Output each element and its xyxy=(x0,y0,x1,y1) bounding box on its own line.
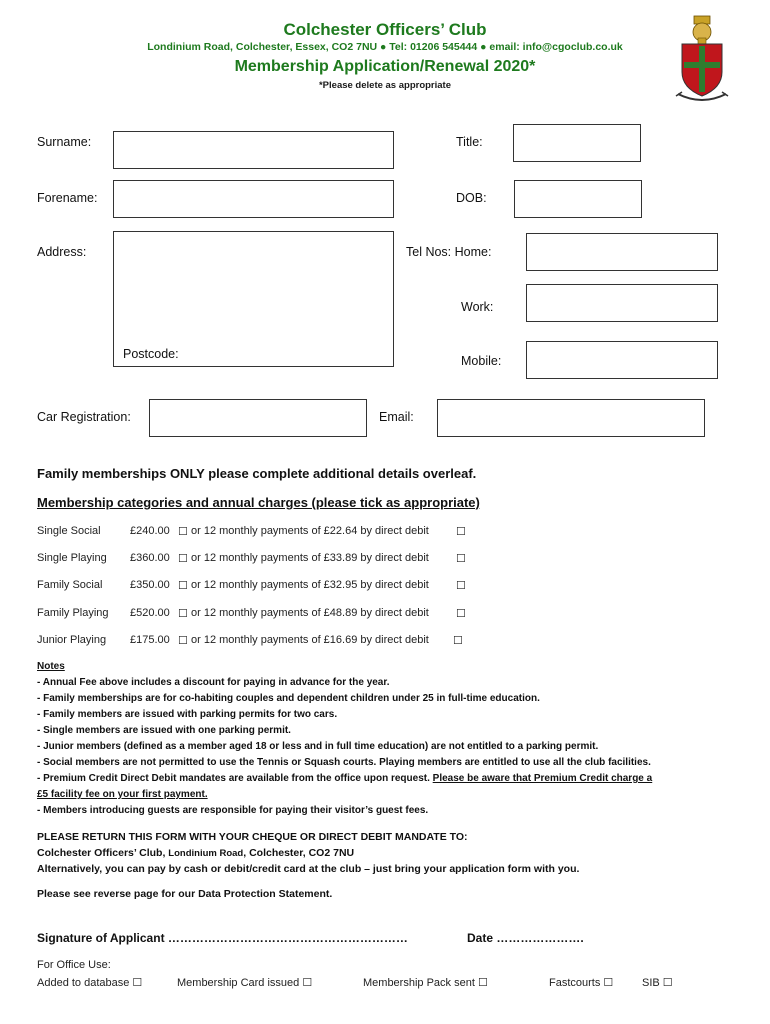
title-label: Title: xyxy=(456,135,483,149)
categories-heading: Membership categories and annual charges (please tick as appropriate) xyxy=(37,495,480,510)
office-item xyxy=(549,976,613,989)
return-heading: PLEASE RETURN THIS FORM WITH YOUR CHEQUE OR DIRECT DEBIT MANDATE TO: xyxy=(37,831,468,843)
car-reg-label: Car Registration: xyxy=(37,410,131,424)
address-label: Address: xyxy=(37,245,87,259)
annual-checkbox[interactable]: ☐ xyxy=(178,526,188,538)
category-monthly-text: or 12 monthly payments of £33.89 by direct debit xyxy=(191,552,429,564)
annual-checkbox[interactable]: ☐ xyxy=(178,553,188,565)
note-line: - Annual Fee above includes a discount for paying in advance for the year. xyxy=(37,677,390,688)
category-price: £240.00 xyxy=(130,525,170,537)
club-title: Colchester Officers’ Club xyxy=(283,20,487,39)
category-monthly-text: or 12 monthly payments of £16.69 by direct debit xyxy=(191,634,429,646)
dob-field[interactable] xyxy=(514,180,642,218)
category-monthly-text: or 12 monthly payments of £22.64 by direct debit xyxy=(191,525,429,537)
family-notice: Family memberships ONLY please complete additional details overleaf. xyxy=(37,466,477,481)
category-name: Junior Playing xyxy=(37,634,107,646)
office-item-label: Membership Card issued xyxy=(177,977,300,989)
monthly-checkbox[interactable]: ☐ xyxy=(456,608,466,620)
email-field[interactable] xyxy=(437,399,705,437)
category-name: Family Social xyxy=(37,579,103,591)
office-item xyxy=(363,976,488,989)
surname-label: Surname: xyxy=(37,135,92,149)
return-club: Colchester Officers’ Club, xyxy=(37,847,166,859)
annual-checkbox[interactable]: ☐ xyxy=(178,608,188,620)
note-line: - Junior members (defined as a member aged 18 or less and in full time education) are not entitled to a parking permit. xyxy=(37,741,599,752)
office-checkbox[interactable]: ☐ xyxy=(132,977,143,989)
annual-checkbox[interactable]: ☐ xyxy=(178,580,188,592)
return-town: , Colchester, CO2 7NU xyxy=(243,847,355,859)
category-name: Family Playing xyxy=(37,607,109,619)
forename-field[interactable] xyxy=(113,180,394,218)
office-item xyxy=(177,976,312,989)
category-monthly-text: or 12 monthly payments of £48.89 by direct debit xyxy=(191,607,429,619)
monthly-checkbox[interactable]: ☐ xyxy=(453,635,463,647)
work-label: Work: xyxy=(461,300,494,314)
category-monthly-text: or 12 monthly payments of £32.95 by direct debit xyxy=(191,579,429,591)
alternative-payment: Alternatively, you can pay by cash or debit/credit card at the club – just bring your application form with you. xyxy=(37,863,580,875)
office-checkbox[interactable]: ☐ xyxy=(477,977,488,989)
office-item xyxy=(37,976,142,989)
office-item xyxy=(642,976,673,989)
premium-warning: Please be aware that Premium Credit charge a xyxy=(432,773,653,784)
category-price: £520.00 xyxy=(130,607,170,619)
data-protection-note: Please see reverse page for our Data Protection Statement. xyxy=(37,888,333,900)
office-checkbox[interactable]: ☐ xyxy=(662,977,673,989)
monthly-checkbox[interactable]: ☐ xyxy=(456,580,466,592)
mobile-label: Mobile: xyxy=(461,354,502,368)
return-address xyxy=(37,847,354,859)
premium-credit-note xyxy=(37,773,652,784)
guests-note: - Members introducing guests are responsible for paying their visitor’s guest fees. xyxy=(37,805,429,816)
office-item-label: SIB xyxy=(642,977,660,989)
premium-prefix: - Premium Credit Direct Debit mandates are available from the office upon request. xyxy=(37,773,430,784)
office-item-label: Membership Pack sent xyxy=(363,977,475,989)
return-road: Londinium Road xyxy=(168,848,244,859)
note-line: - Family members are issued with parking permits for two cars. xyxy=(37,709,338,720)
club-address: Londinium Road, Colchester, Essex, CO2 7NU ● Tel: 01206 545444 ● email: info@cgoclub.co.uk xyxy=(147,41,623,53)
email-label: Email: xyxy=(379,410,414,424)
annual-checkbox[interactable]: ☐ xyxy=(178,635,188,647)
forename-label: Forename: xyxy=(37,191,98,205)
office-checkbox[interactable]: ☐ xyxy=(302,977,313,989)
date-line[interactable]: Date …………………. xyxy=(467,931,584,945)
premium-fee-note: £5 facility fee on your first payment. xyxy=(37,789,208,800)
signature-line[interactable]: Signature of Applicant …………………………………………………… xyxy=(37,931,408,945)
office-item-label: Added to database xyxy=(37,977,130,989)
category-price: £175.00 xyxy=(130,634,170,646)
office-checkbox[interactable]: ☐ xyxy=(603,977,614,989)
postcode-label: Postcode: xyxy=(123,347,179,361)
note-line: - Social members are not permitted to use the Tennis or Squash courts. Playing members are entitled to use all the club facilities. xyxy=(37,757,651,768)
category-price: £350.00 xyxy=(130,579,170,591)
office-use-heading: For Office Use: xyxy=(37,959,111,971)
title-field[interactable] xyxy=(513,124,641,162)
tel-work-field[interactable] xyxy=(526,284,718,322)
mobile-field[interactable] xyxy=(526,341,718,379)
note-line: - Single members are issued with one parking permit. xyxy=(37,725,291,736)
note-line: - Family memberships are for co-habiting couples and dependent children under 25 in full-time education. xyxy=(37,693,540,704)
form-title: Membership Application/Renewal 2020* xyxy=(234,58,536,75)
category-price: £360.00 xyxy=(130,552,170,564)
notes-heading: Notes xyxy=(37,661,65,672)
dob-label: DOB: xyxy=(456,191,487,205)
club-crest-icon xyxy=(674,14,730,104)
surname-field[interactable] xyxy=(113,131,394,169)
car-reg-field[interactable] xyxy=(149,399,367,437)
category-name: Single Playing xyxy=(37,552,107,564)
tel-home-label: Tel Nos: Home: xyxy=(406,245,492,259)
category-name: Single Social xyxy=(37,525,101,537)
delete-note: *Please delete as appropriate xyxy=(318,80,451,91)
monthly-checkbox[interactable]: ☐ xyxy=(456,553,466,565)
tel-home-field[interactable] xyxy=(526,233,718,271)
office-item-label: Fastcourts xyxy=(549,977,601,989)
monthly-checkbox[interactable]: ☐ xyxy=(456,526,466,538)
